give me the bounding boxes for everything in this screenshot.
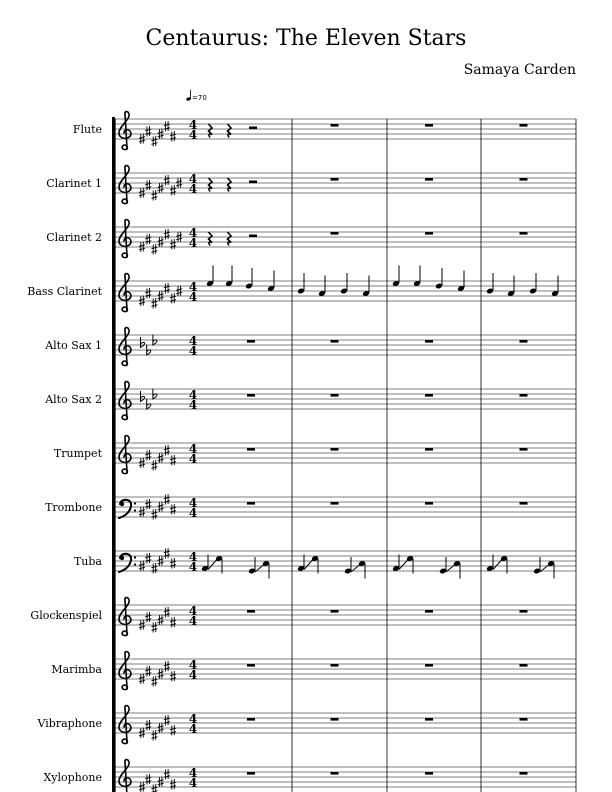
sharp-icon [164,283,170,294]
sharp-icon [145,612,151,623]
whole-rest [331,124,339,127]
time-signature-bottom: 4 [188,668,198,682]
flat-icon [141,337,145,348]
sharp-icon [170,558,176,569]
treble-clef-icon [119,328,131,366]
half-rest [249,181,257,184]
bass-clef-dot [134,563,136,565]
whole-rest [520,178,528,181]
sharp-icon [170,293,176,304]
whole-rest [247,772,255,775]
instrument-label: Glockenspiel [30,609,102,622]
staff-clarinet-2 [46,220,576,258]
flat-icon [141,391,145,402]
sharp-icon [145,666,151,677]
sharp-icon [164,445,170,456]
sharp-icon [164,769,170,780]
tempo-marking [186,90,207,102]
instrument-label: Bass Clarinet [27,285,102,298]
whole-rest [520,394,528,397]
sharp-icon [170,185,176,196]
sharp-icon [164,607,170,618]
time-signature-top: 4 [188,766,198,780]
whole-rest [331,232,339,235]
sharp-icon [145,499,151,510]
instrument-label: Vibraphone [37,717,102,730]
time-signature-bottom: 4 [188,614,198,628]
instrument-label: Trombone [45,501,102,514]
whole-rest [520,664,528,667]
whole-rest [331,664,339,667]
time-signature-top: 4 [188,712,198,726]
sharp-icon [164,229,170,240]
treble-clef-icon [119,652,131,690]
bass-clef-dot [134,509,136,511]
sharp-icon [164,548,170,559]
whole-rest [520,340,528,343]
whole-rest [520,232,528,235]
whole-rest [331,502,339,505]
whole-rest [247,664,255,667]
staff-alto-sax-1 [44,328,576,366]
instrument-label: Clarinet 2 [46,231,102,244]
bass-clef-dot [120,502,124,506]
staff-vibraphone [37,706,576,744]
time-signature-bottom: 4 [188,776,198,790]
whole-rest [425,610,433,613]
sharp-icon [170,239,176,250]
whole-rest [425,502,433,505]
treble-clef-icon [119,112,131,150]
time-signature-bottom: 4 [188,506,198,520]
whole-rest [520,610,528,613]
time-signature-top: 4 [188,172,198,186]
instrument-label: Alto Sax 1 [45,339,102,352]
sharp-icon [170,779,176,790]
whole-rest [425,664,433,667]
time-signature-bottom: 4 [188,722,198,736]
whole-rest [247,394,255,397]
staff-xylophone [43,760,576,792]
time-signature-top: 4 [188,388,198,402]
time-signature-top: 4 [188,604,198,618]
staff-tuba [74,548,576,579]
time-signature-bottom: 4 [188,452,198,466]
treble-clef-icon [119,220,131,258]
instrument-label: Tuba [73,555,102,568]
score-title: Centaurus: The Eleven Stars [145,26,467,51]
whole-rest [247,610,255,613]
whole-rest [247,718,255,721]
sharp-icon [145,288,151,299]
bass-clef-dot [134,502,136,504]
time-signature-top: 4 [188,496,198,510]
treble-clef-icon [119,382,131,420]
sharp-icon [170,131,176,142]
time-signature-bottom: 4 [188,290,198,304]
sharp-icon [151,190,157,201]
half-rest [249,127,257,130]
sharp-icon [164,661,170,672]
bass-clef-dot [120,556,124,560]
time-signature-top: 4 [188,334,198,348]
time-signature-top: 4 [188,658,198,672]
instrument-label: Flute [72,123,102,136]
whole-rest [425,178,433,181]
whole-rest [520,124,528,127]
whole-rest [247,448,255,451]
quarter-rest [228,178,232,192]
whole-rest [425,718,433,721]
treble-clef-icon [119,274,131,312]
sharp-icon [170,671,176,682]
whole-rest [331,718,339,721]
treble-clef-icon [119,436,131,474]
staff-alto-sax-2 [44,382,576,420]
sharp-icon [164,175,170,186]
sharp-icon [170,455,176,466]
whole-rest [425,232,433,235]
whole-rest [331,394,339,397]
whole-rest [520,772,528,775]
whole-rest [247,340,255,343]
whole-rest [331,178,339,181]
system-bracket [112,117,115,792]
quarter-rest [228,124,232,138]
sharp-icon [151,298,157,309]
sharp-icon [164,715,170,726]
time-signature-top: 4 [188,442,198,456]
quarter-rest [228,232,232,246]
sharp-icon [151,509,157,520]
staff-trombone [45,494,576,520]
sharp-icon [145,126,151,137]
staff-trumpet [54,436,576,474]
treble-clef-icon [119,166,131,204]
time-signature-bottom: 4 [188,398,198,412]
instrument-label: Clarinet 1 [46,177,102,190]
sharp-icon [170,504,176,515]
sharp-icon [151,784,157,792]
time-signature-bottom: 4 [188,182,198,196]
whole-rest [520,718,528,721]
whole-rest [425,340,433,343]
whole-rest [425,124,433,127]
sharp-icon [145,774,151,785]
half-rest [249,235,257,238]
staff-marimba [51,652,576,690]
whole-rest [331,610,339,613]
sharp-icon [145,553,151,564]
whole-rest [520,448,528,451]
sharp-icon [145,180,151,191]
sharp-icon [145,720,151,731]
sharp-icon [170,617,176,628]
sharp-icon [145,234,151,245]
time-signature-top: 4 [188,118,198,132]
instrument-label: Marimba [51,663,102,676]
whole-rest [331,772,339,775]
sharp-icon [170,725,176,736]
staff-bass-clarinet [27,266,576,312]
quarter-rest [209,232,213,246]
sharp-icon [151,622,157,633]
sharp-icon [151,244,157,255]
sharp-icon [164,121,170,132]
sharp-icon [151,676,157,687]
composer-name: Samaya Carden [463,62,576,78]
time-signature-bottom: 4 [188,560,198,574]
sharp-icon [145,450,151,461]
instrument-label: Xylophone [43,771,102,784]
staff-clarinet-1 [46,166,576,204]
time-signature-bottom: 4 [188,344,198,358]
bass-clef-dot [134,556,136,558]
quarter-rest [209,178,213,192]
treble-clef-icon [119,598,131,636]
staff-flute [73,112,576,150]
treble-clef-icon [119,706,131,744]
sharp-icon [151,730,157,741]
time-signature-bottom: 4 [188,236,198,250]
time-signature-top: 4 [188,280,198,294]
instrument-label: Alto Sax 2 [45,393,102,406]
whole-rest [331,448,339,451]
whole-rest [520,502,528,505]
tempo-value: =70 [192,94,207,102]
time-signature-bottom: 4 [188,128,198,142]
whole-rest [425,772,433,775]
whole-rest [331,340,339,343]
sharp-icon [151,563,157,574]
sharp-icon [164,494,170,505]
whole-rest [425,448,433,451]
whole-rest [247,502,255,505]
time-signature-top: 4 [188,226,198,240]
time-signature-top: 4 [188,550,198,564]
sharp-icon [151,460,157,471]
sharp-icon [151,136,157,147]
quarter-rest [209,124,213,138]
whole-rest [425,394,433,397]
instrument-label: Trumpet [53,447,102,460]
